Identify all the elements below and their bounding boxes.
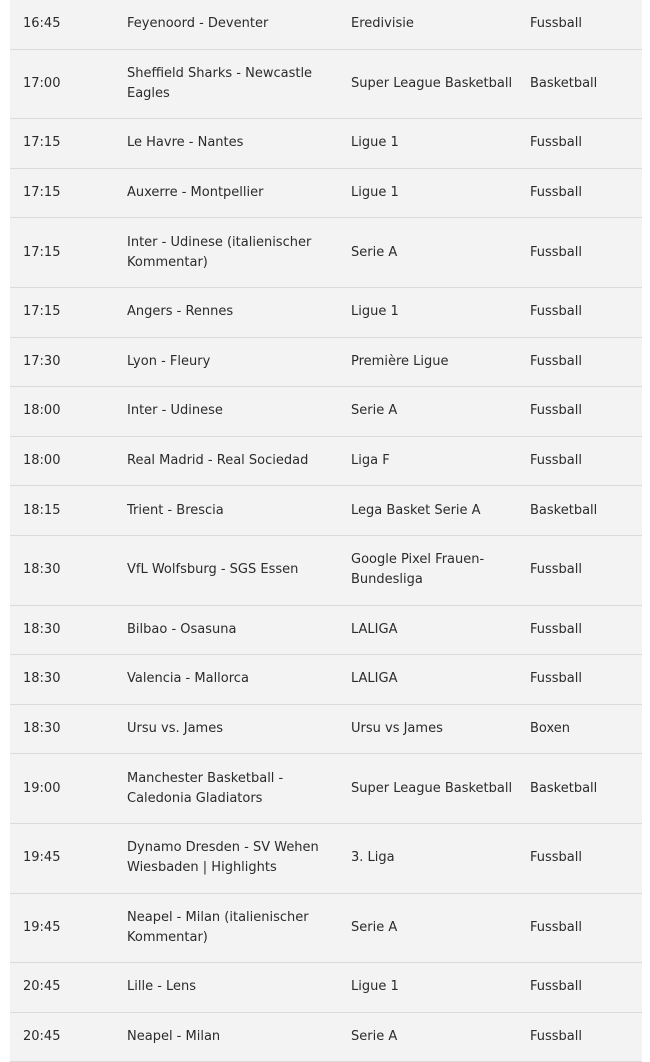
league-cell: Super League Basketball (351, 75, 513, 91)
table-row[interactable] (10, 655, 642, 705)
league-cell: Serie A (351, 919, 398, 935)
sport-cell: Fussball (530, 621, 582, 637)
match-cell: VfL Wolfsburg - SGS Essen (127, 562, 299, 578)
match-cell: Angers - Rennes (127, 304, 234, 320)
league-cell: LALIGA (351, 671, 398, 687)
time-cell: 19:45 (23, 919, 61, 935)
time-cell: 19:00 (23, 780, 61, 796)
league-cell: 3. Liga (351, 850, 395, 866)
match-cell: Sheffield Sharks - Newcastle Eagles (127, 65, 313, 101)
time-cell: 17:15 (23, 185, 61, 201)
time-cell: 20:45 (23, 1028, 61, 1044)
league-cell: Lega Basket Serie A (351, 502, 481, 518)
time-cell: 17:15 (23, 244, 61, 260)
match-cell: Manchester Basketball - Caledonia Gladiators (127, 770, 284, 806)
time-cell: 20:45 (23, 979, 61, 995)
time-cell: 17:30 (23, 353, 61, 369)
table-row[interactable] (10, 754, 642, 824)
table-row[interactable] (10, 894, 642, 964)
sport-cell: Fussball (530, 353, 582, 369)
league-cell: Liga F (351, 453, 390, 469)
time-cell: 17:15 (23, 135, 61, 151)
time-cell: 17:15 (23, 304, 61, 320)
sport-cell: Fussball (530, 16, 582, 32)
league-cell: Super League Basketball (351, 780, 513, 796)
sport-cell: Basketball (530, 502, 598, 518)
table-row[interactable] (10, 824, 642, 894)
match-cell: Feyenoord - Deventer (127, 16, 269, 32)
table-row[interactable] (10, 536, 642, 606)
league-cell: Première Ligue (351, 353, 449, 369)
league-cell: Serie A (351, 1028, 398, 1044)
league-cell: Ursu vs James (351, 721, 443, 737)
league-cell: Serie A (351, 244, 398, 260)
table-row[interactable] (10, 288, 642, 338)
sport-cell: Basketball (530, 75, 598, 91)
time-cell: 18:30 (23, 621, 61, 637)
time-cell: 19:45 (23, 850, 61, 866)
match-cell: Valencia - Mallorca (127, 671, 249, 687)
sport-cell: Fussball (530, 304, 582, 320)
table-row[interactable] (10, 338, 642, 388)
time-cell: 17:00 (23, 75, 61, 91)
table-row[interactable] (10, 218, 642, 288)
time-cell: 18:30 (23, 671, 61, 687)
match-cell: Dynamo Dresden - SV Wehen Wiesbaden | Highlights (127, 840, 319, 876)
match-cell: Inter - Udinese (127, 403, 223, 419)
match-cell: Inter - Udinese (italienischer Kommentar) (127, 234, 312, 270)
table-row[interactable] (10, 705, 642, 755)
league-cell: Google Pixel Frauen-Bundesliga (351, 552, 485, 588)
time-cell: 18:30 (23, 562, 61, 578)
table-row[interactable] (10, 387, 642, 437)
match-cell: Lille - Lens (127, 979, 197, 995)
league-cell: LALIGA (351, 621, 398, 637)
match-cell: Neapel - Milan (italienischer Kommentar) (127, 909, 309, 945)
match-cell: Neapel - Milan (127, 1028, 221, 1044)
sport-cell: Boxen (530, 721, 571, 737)
match-cell: Auxerre - Montpellier (127, 185, 264, 201)
sport-cell: Fussball (530, 671, 582, 687)
sport-cell: Basketball (530, 780, 598, 796)
sport-cell: Fussball (530, 185, 582, 201)
time-cell: 18:00 (23, 403, 61, 419)
sport-cell: Fussball (530, 979, 582, 995)
schedule-table (10, 0, 642, 1062)
time-cell: 18:30 (23, 721, 61, 737)
time-cell: 18:00 (23, 453, 61, 469)
table-row[interactable] (10, 437, 642, 487)
league-cell: Ligue 1 (351, 304, 399, 320)
sport-cell: Fussball (530, 562, 582, 578)
table-row[interactable] (10, 119, 642, 169)
table-row[interactable] (10, 606, 642, 656)
league-cell: Eredivisie (351, 16, 414, 32)
sport-cell: Fussball (530, 135, 582, 151)
table-row[interactable] (10, 1013, 642, 1062)
league-cell: Ligue 1 (351, 135, 399, 151)
table-row[interactable] (10, 50, 642, 120)
match-cell: Le Havre - Nantes (127, 135, 244, 151)
sport-cell: Fussball (530, 453, 582, 469)
sport-cell: Fussball (530, 919, 582, 935)
match-cell: Bilbao - Osasuna (127, 621, 237, 637)
time-cell: 18:15 (23, 502, 61, 518)
time-cell: 16:45 (23, 16, 61, 32)
sport-cell: Fussball (530, 850, 582, 866)
table-row[interactable] (10, 963, 642, 1013)
match-cell: Lyon - Fleury (127, 353, 211, 369)
table-row[interactable] (10, 486, 642, 536)
league-cell: Ligue 1 (351, 185, 399, 201)
match-cell: Real Madrid - Real Sociedad (127, 453, 309, 469)
sport-cell: Fussball (530, 1028, 582, 1044)
table-row[interactable] (10, 0, 642, 50)
table-row[interactable] (10, 169, 642, 219)
sport-cell: Fussball (530, 244, 582, 260)
league-cell: Ligue 1 (351, 979, 399, 995)
league-cell: Serie A (351, 403, 398, 419)
match-cell: Trient - Brescia (127, 502, 224, 518)
match-cell: Ursu vs. James (127, 721, 223, 737)
sport-cell: Fussball (530, 403, 582, 419)
